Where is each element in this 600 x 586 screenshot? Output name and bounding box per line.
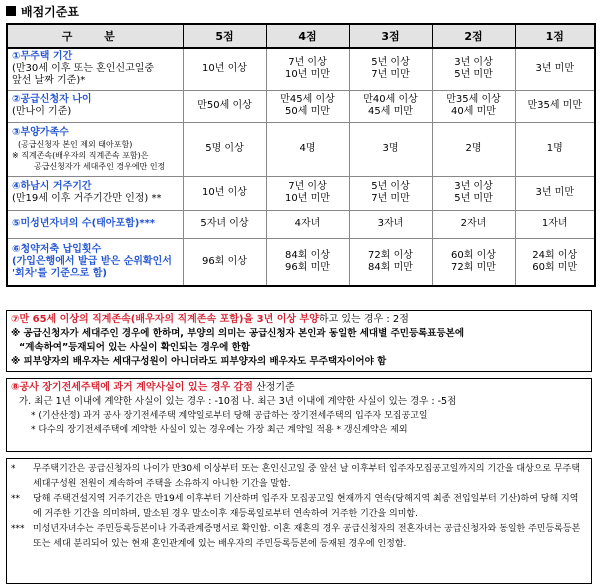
score-cell: [515, 122, 595, 176]
score-cell: [515, 176, 595, 210]
cell-text: 만35세 이상: [446, 94, 501, 105]
criterion-sub: ※ 직계존속(배우자의 직계존속 포함)은: [12, 150, 149, 160]
box-heading-highlight: ⑧공사 장기전세주택에 과거 계약사실이 있는 경우 감점: [11, 382, 253, 393]
cell-text: 5년 이상: [371, 57, 410, 69]
cell-text: 3명: [382, 143, 399, 154]
cell-text: 만40세 이상: [363, 94, 418, 105]
footnotes-box: [6, 458, 592, 584]
footnote: [11, 522, 587, 552]
score-cell: [515, 210, 595, 238]
score-cell: [432, 48, 515, 90]
score-cell: [266, 48, 349, 90]
cell-text: 3년 미만: [535, 63, 575, 75]
criterion-cell: [7, 90, 183, 122]
score-cell: [349, 238, 432, 286]
table-row: [7, 176, 595, 210]
score-cell: [349, 176, 432, 210]
cell-text: 3년 이상: [454, 57, 493, 69]
cell-text: 10년 이상: [202, 187, 247, 198]
score-cell: [266, 122, 349, 176]
score-cell: [183, 122, 266, 176]
cell-text: 7년 미만: [371, 193, 410, 204]
score-cell: [349, 90, 432, 122]
criterion-cell: [7, 48, 183, 90]
criterion-sub: 앞선 날짜 기준)*: [12, 75, 86, 87]
elderly-dependent-box: [6, 310, 592, 372]
score-cell: [183, 90, 266, 122]
cell-text: 3년 미만: [535, 187, 575, 198]
box-heading: [11, 381, 587, 395]
box-line: ※ 피부양자의 배우자는 세대구성원이 아니더라도 피부양자의 배우자도 무주택자이어야 함: [11, 356, 387, 367]
criterion-title: ⑥청약저축 납입횟수: [12, 243, 102, 255]
score-cell: [515, 238, 595, 286]
cell-text: 5명 이상: [205, 143, 244, 154]
criterion-title: ⑤미성년자녀의 수(태아포함)***: [12, 218, 156, 229]
criterion-sub: 공급신청자가 세대주인 경우에만 인정: [34, 161, 166, 171]
cell-text: 84회 이상: [285, 249, 330, 261]
table-row: [7, 90, 595, 122]
criterion-sub: (가입은행에서 발급 받은 순위확인서: [12, 255, 172, 267]
criterion-cell: [7, 238, 183, 286]
cell-text: 7년 이상: [288, 57, 327, 69]
box-line: “계속하여”등재되어 있는 사실이 확인되는 경우에 한함: [19, 342, 250, 353]
cell-text: 만50세 이상: [197, 100, 252, 111]
cell-text: 45세 미만: [368, 106, 413, 117]
score-cell: [183, 238, 266, 286]
criterion-sub: (만나이 기준): [12, 106, 72, 117]
cell-text: 2명: [465, 143, 482, 154]
score-cell: [183, 210, 266, 238]
cell-text: 96회 미만: [285, 261, 330, 273]
cell-text: 60회 미만: [532, 261, 578, 273]
footnote-text: 당해 주택건설지역 거주기간은 만19세 이후부터 기산하며 입주자 모집공고일 현재까지 연속(당해지역 최종 전입일부터 기산)하여 당해 지역에 거주한 기간을 의미하며, 말소된 경우 말소이후 재등록일로부터 연속하여 거주한 기간을 의미함.: [33, 494, 579, 519]
cell-text: 50세 미만: [285, 106, 330, 117]
section-title-text: 배점기준표: [21, 4, 79, 19]
criterion-cell: [7, 176, 183, 210]
cell-text: 2자녀: [460, 218, 487, 229]
deduction-box: [6, 378, 592, 452]
cell-text: 4명: [299, 143, 316, 154]
score-cell: [266, 238, 349, 286]
box-line: 가. 최근 1년 이내에 계약한 사실이 있는 경우 : -10점 나. 최근 3년 이내에 계약한 사실이 있는 경우 : -5점: [19, 396, 457, 407]
criterion-sub: '회차'를 기준으로 함): [12, 267, 107, 279]
box-line: * 다수의 장기전세주택에 계약한 사실이 있는 경우에는 가장 최근 계약일 적용 * 갱신계약은 제외: [31, 425, 408, 435]
cell-text: 1명: [546, 143, 563, 154]
score-criteria-table: [6, 23, 596, 287]
cell-text: 3년 이상: [454, 181, 493, 192]
cell-text: 1자녀: [541, 218, 568, 229]
table-header-row: [7, 24, 595, 48]
cell-text: 72회 미만: [451, 261, 496, 273]
section-title: [6, 3, 79, 19]
box-heading: [11, 313, 587, 327]
criterion-cell: [7, 210, 183, 238]
score-cell: [266, 90, 349, 122]
box-heading-rest: 산정기준: [252, 382, 295, 393]
cell-text: 3자녀: [377, 218, 404, 229]
cell-text: 5년 미만: [454, 69, 493, 81]
cell-text: 5자녀 이상: [200, 218, 249, 229]
box-line: ※ 공급신청자가 세대주인 경우에 한하며, 부양의 의미는 공급신청자 본인과 동일한 세대별 주민등록표등본에: [11, 328, 465, 339]
score-cell: [266, 176, 349, 210]
box-heading-rest: 하고 있는 경우 : 2점: [318, 314, 409, 325]
footnote-mark: ***: [11, 524, 25, 534]
cell-text: 4자녀: [294, 218, 321, 229]
box-line: * (기산산정) 과거 공사 장기전세주택 계약일로부터 당해 공급하는 장기전세주택의 입주자 모집공고일: [31, 411, 428, 421]
score-cell: [432, 90, 515, 122]
table-row: [7, 122, 595, 176]
cell-text: 만35세 미만: [527, 100, 583, 111]
cell-text: 7년 미만: [371, 69, 410, 81]
footnote-text: 미성년자녀수는 주민등록등본이나 가족관계증명서로 확인함. 이혼 재혼의 경우 공급신청자의 전혼자녀는 공급신청자와 동일한 주민등록등본 또는 세대 분리되어 있는 현재 혼인관계에 있는 배우자의 주민등록등본에 등재된 경우에 인정함.: [33, 524, 581, 549]
score-cell: [515, 90, 595, 122]
header-4-points: 4점: [266, 24, 349, 48]
square-bullet-icon: [6, 6, 16, 16]
score-cell: [349, 210, 432, 238]
score-cell: [432, 176, 515, 210]
cell-text: 10년 미만: [285, 193, 330, 204]
cell-text: 10년 미만: [285, 69, 330, 81]
box-heading-highlight: ⑦만 65세 이상의 직계존속(배우자의 직계존속 포함)을 3년 이상 부양: [11, 314, 319, 325]
cell-text: 7년 이상: [288, 181, 327, 192]
table-row: [7, 48, 595, 90]
cell-text: 72회 이상: [368, 249, 413, 261]
footnote: [11, 492, 587, 522]
cell-text: 84회 미만: [368, 261, 413, 273]
cell-text: 만45세 이상: [280, 94, 335, 105]
footnote-mark: *: [11, 464, 16, 474]
criterion-sub: (만30세 이후 또는 혼인신고일중: [12, 63, 155, 75]
header-2-points: 2점: [432, 24, 515, 48]
header-category: 구 분: [7, 24, 183, 48]
table-row: [7, 210, 595, 238]
cell-text: 10년 이상: [202, 63, 247, 75]
criterion-sub: (공급신청자 본인 제외 태아포함): [18, 139, 133, 149]
footnote: [11, 462, 587, 492]
cell-text: 40세 미만: [451, 106, 496, 117]
criterion-title: ③부양가족수: [12, 126, 69, 138]
footnote-mark: **: [11, 494, 20, 504]
cell-text: 5년 미만: [454, 193, 493, 204]
criterion-cell: [7, 122, 183, 176]
table-row: [7, 238, 595, 286]
cell-text: 24회 이상: [532, 249, 578, 261]
score-cell: [183, 48, 266, 90]
cell-text: 60회 이상: [451, 249, 496, 261]
criterion-title: ④하남시 거주기간: [12, 181, 92, 192]
cell-text: 96회 이상: [202, 255, 247, 267]
cell-text: 5년 이상: [371, 181, 410, 192]
score-cell: [432, 238, 515, 286]
header-5-points: 5점: [183, 24, 266, 48]
score-cell: [266, 210, 349, 238]
score-cell: [432, 122, 515, 176]
criterion-title: ②공급신청자 나이: [12, 94, 92, 105]
criterion-sub: (만19세 이후 거주기간만 인정) **: [12, 193, 162, 204]
header-1-point: 1점: [515, 24, 595, 48]
score-cell: [432, 210, 515, 238]
score-cell: [183, 176, 266, 210]
score-cell: [349, 48, 432, 90]
score-cell: [349, 122, 432, 176]
footnote-text: 무주택기간은 공급신청자의 나이가 만30세 이상부터 또는 혼인신고일 중 앞선 날 이후부터 입주자모집공고일까지의 기간을 대상으로 무주택세대구성원 전원이 계속하여 주택을 소유하지 아니한 기간을 말함.: [33, 464, 581, 489]
header-3-points: 3점: [349, 24, 432, 48]
score-cell: [515, 48, 595, 90]
criterion-title: ①무주택 기간: [12, 51, 73, 63]
